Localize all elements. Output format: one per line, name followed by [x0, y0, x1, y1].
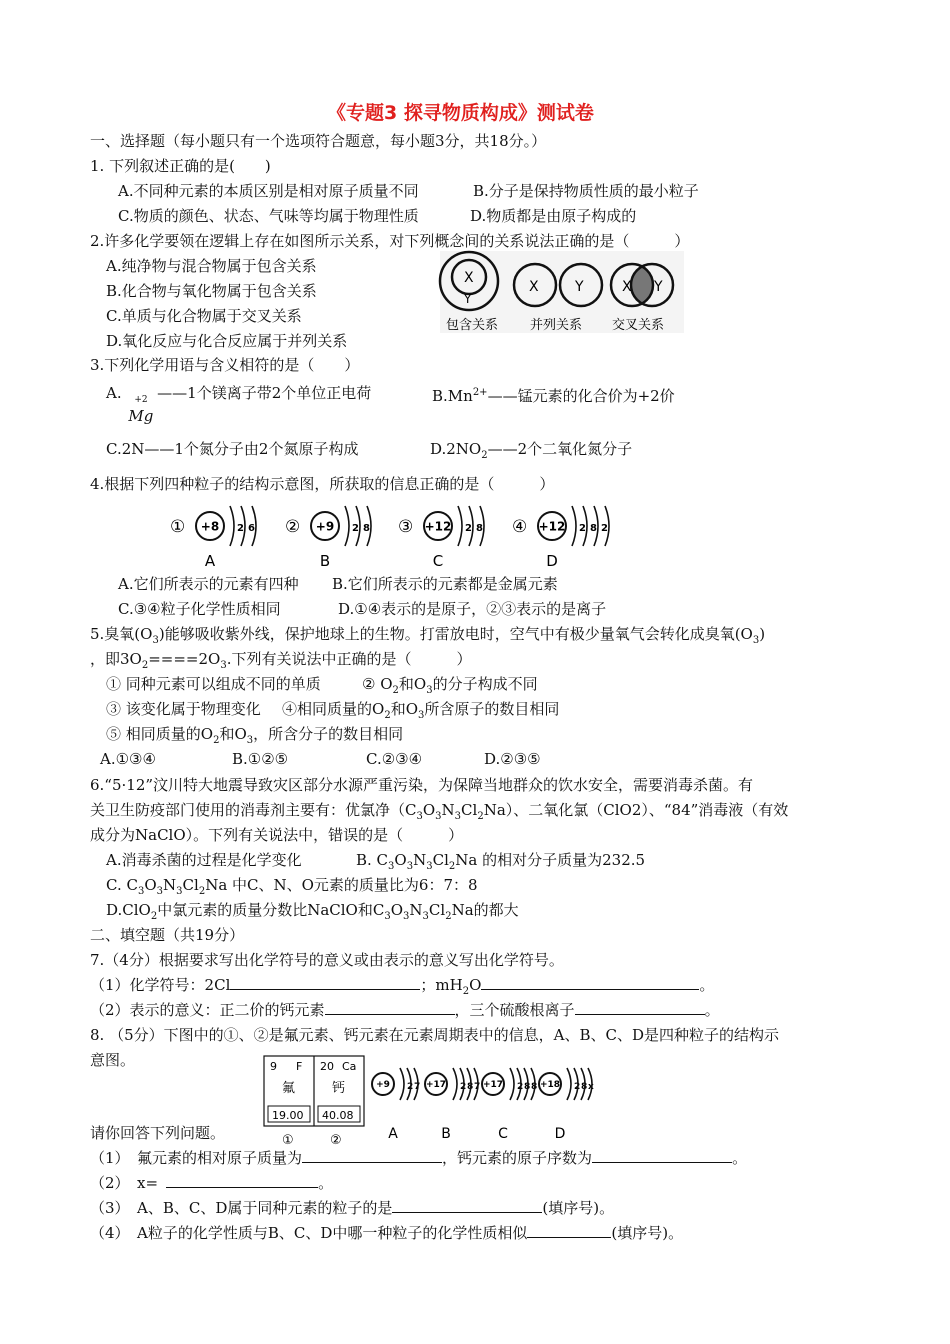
question-3-stem: 3.下列化学用语与含义相符的是（ ）: [90, 356, 360, 374]
subscript: 2: [445, 911, 452, 922]
text: Cl: [432, 851, 449, 869]
label-intersection: 交叉关系: [612, 318, 665, 333]
subscript: 3: [176, 886, 183, 897]
text: O: [390, 901, 404, 919]
question-2-option-b: B.化合物与氧化物属于包含关系: [106, 282, 317, 300]
subscript: 3: [403, 911, 410, 922]
particle-label: D: [554, 1126, 566, 1142]
question-2-option-a: A.纯净物与混合物属于包含关系: [106, 257, 317, 275]
electron-count: 8: [363, 523, 370, 534]
particle-label: A: [388, 1126, 398, 1142]
parallel-x-label: X: [529, 279, 539, 295]
electron-shell-arc: [572, 506, 576, 546]
question-2-stem: 2.许多化学要领在逻辑上存在如图所示关系，对下列概念间的关系说法正确的是（ ）: [90, 232, 690, 250]
question-1-option-c: C.物质的颜色、状态、气味等均属于物理性质: [118, 207, 419, 225]
question-5-option-c: C.②③④: [366, 750, 423, 768]
question-1-stem: 1. 下列叙述正确的是( ): [90, 157, 271, 175]
electron-shell-arc: [458, 506, 462, 546]
text: ⑤ 相同质量的O: [106, 725, 214, 743]
electron-shell-arc: [400, 1068, 404, 1100]
question-4-option-a: A.它们所表示的元素有四种: [118, 575, 299, 593]
text: 所含原子的数目相同: [424, 700, 560, 718]
subscript: 2: [384, 710, 391, 721]
subscript: 3: [418, 710, 425, 721]
text: O: [469, 976, 482, 994]
question-8-part-4: [90, 1223, 683, 1243]
question-8-line-2: 意图。: [90, 1051, 136, 1069]
subscript: 2: [477, 811, 484, 822]
subscript: 3: [752, 635, 760, 646]
text: 。: [704, 1001, 720, 1019]
particle-label: C: [498, 1126, 508, 1142]
electron-count: 7: [474, 1082, 481, 1092]
particle-label: B: [441, 1126, 451, 1142]
particle-structure-diagram: [160, 498, 620, 570]
question-4-option-c: C.③④粒子化学性质相同: [118, 600, 281, 618]
text: (填序号)。: [542, 1199, 615, 1217]
nuclear-charge: +12: [538, 519, 566, 534]
answer-blank[interactable]: [392, 1198, 542, 1213]
electron-count: 2: [465, 523, 472, 534]
question-1-option-d: D.物质都是由原子构成的: [470, 207, 637, 225]
text: （1）化学符号：2Cl: [90, 976, 231, 994]
electron-count: 2: [601, 523, 608, 534]
text: O: [144, 876, 157, 894]
electron-count: 8: [476, 523, 483, 534]
subscript: 3: [156, 886, 164, 897]
question-6-option-d: [106, 900, 519, 927]
inclusion-x-label: X: [464, 270, 474, 286]
option-d-meaning: ——2个二氧化氮分子: [487, 440, 633, 458]
text: ，即3O: [90, 650, 142, 668]
text: 的分子构成不同: [432, 675, 538, 693]
particle-label: D: [546, 552, 558, 570]
question-5-option-a: A.①③④: [100, 750, 156, 768]
text: 和O: [219, 725, 247, 743]
subscript: 3: [137, 886, 145, 897]
question-5-option-d: D.②③⑤: [484, 750, 541, 768]
text: （2） x=: [90, 1174, 159, 1192]
subscript: 2: [213, 735, 220, 746]
electron-shell-arc: [453, 1068, 457, 1100]
text: 5.臭氧(O: [90, 625, 153, 643]
statement-2: [362, 674, 538, 701]
intersect-x-label: X: [622, 279, 632, 295]
text: B. C: [356, 851, 389, 869]
question-4-option-d: D.①④表示的是原子，②③表示的是离子: [338, 600, 607, 618]
text: Na 的相对分子质量为232.5: [455, 851, 646, 869]
electron-count: 2: [237, 523, 244, 534]
text: （1） 氟元素的相对原子质量为: [90, 1149, 303, 1167]
text: )能够吸收紫外线，保护地球上的生物。打雷放电时，空气中有极少量氧气会转化成臭氧(O: [158, 625, 753, 643]
electron-count: 2: [460, 1082, 467, 1092]
text: O: [394, 851, 407, 869]
subscript: 2: [141, 660, 149, 671]
text: N: [409, 901, 423, 919]
calcium-mass: 40.08: [322, 1109, 354, 1122]
text: （4） A粒子的化学性质与B、C、D中哪一种粒子的化学性质相似: [90, 1224, 528, 1242]
question-8-prompt: 请你回答下列问题。: [90, 1124, 226, 1142]
electron-shell-arc: [230, 506, 234, 546]
electron-count: 6: [248, 523, 255, 534]
subscript: 2: [392, 685, 399, 696]
question-7-part-1: [90, 975, 714, 1002]
electron-count: 7: [414, 1082, 421, 1092]
text: .下列有关说法中正确的是（ ）: [226, 650, 472, 668]
particle-label: A: [204, 552, 216, 570]
page-title: 《专题3 探寻物质构成》测试卷: [327, 102, 594, 124]
section-heading-choice: 一、选择题（每小题只有一个选项符合题意，每小题3分，共18分。）: [90, 132, 547, 150]
subscript: 3: [416, 811, 423, 822]
particle-label: C: [432, 552, 444, 570]
question-6-line-1: 6.“5·12”汶川特大地震导致灾区部分水源严重污染，为保障当地群众的饮水安全，需要消毒杀菌。有: [90, 776, 754, 794]
text: ，三个硫酸根离子: [454, 1001, 575, 1019]
text: Na的都大: [451, 901, 519, 919]
text: C. C: [106, 876, 138, 894]
question-5-line-2: [90, 649, 472, 676]
statement-3: ③ 该变化属于物理变化: [106, 700, 261, 718]
question-1-option-a: A.不同种元素的本质区别是相对原子质量不同: [118, 182, 419, 200]
nuclear-charge: +17: [425, 1080, 447, 1091]
statement-4: [282, 699, 559, 726]
electron-count: 2: [407, 1082, 414, 1092]
electron-count: 8: [590, 523, 597, 534]
question-8-part-2: [90, 1173, 333, 1193]
question-4-option-b: B.它们所表示的元素都是金属元素: [332, 575, 558, 593]
answer-blank[interactable]: [592, 1148, 732, 1163]
text: D.ClO: [106, 901, 151, 919]
option-a-prefix: A.: [106, 384, 122, 402]
question-5-line-1: [90, 624, 765, 651]
answer-blank[interactable]: [481, 975, 699, 990]
text: Na）、二氧化氯（ClO2）、“84”消毒液（有效: [483, 801, 789, 819]
subscript: 3: [388, 861, 395, 872]
option-a-meaning: ——1个镁离子带2个单位正电荷: [157, 384, 372, 402]
electron-count: 2: [517, 1082, 524, 1092]
subscript: 3: [246, 735, 254, 746]
calcium-symbol: Ca: [342, 1060, 357, 1073]
intersect-y-label: Y: [654, 279, 663, 295]
question-6-option-c: [106, 875, 478, 902]
calcium-name: 钙: [332, 1081, 346, 1096]
label-inclusion: 包含关系: [446, 318, 499, 333]
question-6-line-3: 成分为NaClO）。下列有关说法中，错误的是（ ）: [90, 826, 464, 844]
nuclear-charge: +17: [482, 1080, 504, 1091]
calcium-number: 20: [320, 1060, 334, 1073]
electron-count: 8: [531, 1082, 538, 1092]
question-6-option-a: A.消毒杀菌的过程是化学变化: [106, 851, 302, 869]
question-3-option-a: [106, 383, 372, 425]
answer-blank[interactable]: [325, 1000, 455, 1015]
text: Cl: [428, 901, 446, 919]
nuclear-charge: +9: [376, 1080, 390, 1091]
subscript: 2: [448, 861, 456, 872]
text: （3） A、B、C、D属于同种元素的粒子的是: [90, 1199, 393, 1217]
question-6-line-2: [90, 800, 788, 827]
text: N: [163, 876, 177, 894]
text: ，钙元素的原子序数为: [442, 1149, 593, 1167]
subscript: 3: [384, 911, 391, 922]
element-and-particle-diagram: [262, 1054, 592, 1148]
question-3-option-b: [432, 383, 675, 406]
question-3-option-c: C.2N——1个氮分子由2个氮原子构成: [106, 440, 359, 458]
question-3-option-d: [430, 439, 632, 466]
label-parallel: 并列关系: [530, 318, 583, 333]
text: 。: [318, 1174, 334, 1192]
text: Cl: [182, 876, 199, 894]
text: 和O: [390, 700, 418, 718]
option-b-symbol: B.Mn: [432, 387, 473, 405]
ion-charge: 2+: [472, 387, 488, 398]
nuclear-charge: +9: [315, 519, 335, 534]
subscript: 3: [152, 635, 159, 646]
particle-number: ④: [512, 517, 528, 537]
fluorine-symbol: F: [296, 1060, 303, 1073]
section-heading-fill: 二、填空题（共19分）: [90, 926, 245, 944]
text: O: [422, 801, 436, 819]
text: ): [759, 625, 766, 643]
answer-blank[interactable]: [302, 1148, 442, 1163]
electron-count: x: [588, 1082, 594, 1092]
electron-count: 8: [467, 1082, 474, 1092]
text: Cl: [461, 801, 478, 819]
subscript: 2: [150, 911, 158, 922]
question-4-stem: 4.根据下列四种粒子的结构示意图，所获取的信息正确的是（ ）: [90, 475, 555, 493]
subscript: 3: [426, 685, 433, 696]
text: ④相同质量的O: [282, 700, 385, 718]
particle-number: ②: [285, 517, 301, 537]
statement-5: [106, 724, 403, 751]
electron-shell-arc: [345, 506, 349, 546]
nuclear-charge: +8: [200, 519, 220, 534]
subscript: 3: [220, 660, 227, 671]
particle-number: ③: [398, 517, 414, 537]
electron-count: 2: [579, 523, 586, 534]
answer-blank[interactable]: [166, 1173, 318, 1188]
text: N: [441, 801, 455, 819]
parallel-y-label: Y: [575, 279, 584, 295]
electron-count: 2: [352, 523, 359, 534]
option-d-formula: D.2NO: [430, 440, 482, 458]
particle-number: ①: [170, 517, 186, 537]
statement-1: ① 同种元素可以组成不同的单质: [106, 675, 321, 693]
electron-shell-arc: [510, 1068, 514, 1100]
subscript: 3: [454, 811, 462, 822]
option-b-meaning: ——锰元素的化合价为+2价: [487, 387, 675, 405]
text: （2）表示的意义：正二价的钙元素: [90, 1001, 325, 1019]
subscript: 2: [198, 886, 206, 897]
text: Na 中C、N、O元素的质量比为6：7：8: [205, 876, 478, 894]
question-8-part-1: [90, 1148, 747, 1168]
answer-blank[interactable]: [230, 975, 420, 990]
text: 。: [699, 976, 715, 994]
cell-label-2: ②: [330, 1133, 342, 1148]
valence-mark: +2: [134, 395, 148, 405]
electron-count: 2: [574, 1082, 581, 1092]
cell-label-1: ①: [282, 1133, 294, 1148]
question-7-part-2: [90, 1000, 720, 1020]
question-8-line-1: 8. （5分）下图中的①、②是氟元素、钙元素在元素周期表中的信息，A、B、C、D是四种粒子的结构示: [90, 1026, 779, 1044]
question-2-option-d: D.氧化反应与化合反应属于并列关系: [106, 332, 348, 350]
particle-label: B: [319, 552, 331, 570]
question-6-option-b: [356, 850, 645, 877]
subscript: 2: [462, 986, 470, 997]
electron-shell-arc: [567, 1068, 571, 1100]
text: 。: [732, 1149, 748, 1167]
set-relation-diagram: [432, 248, 692, 338]
text: 中氯元素的质量分数比NaClO和C: [157, 901, 385, 919]
nuclear-charge: +12: [424, 519, 452, 534]
subscript: 3: [422, 911, 429, 922]
fluorine-mass: 19.00: [272, 1109, 304, 1122]
electron-count: 8: [581, 1082, 588, 1092]
question-7-stem: 7.（4分）根据要求写出化学符号的意义或由表示的意义写出化学符号。: [90, 951, 564, 969]
question-2-option-c: C.单质与化合物属于交叉关系: [106, 307, 302, 325]
question-5-option-b: B.①②⑤: [232, 750, 289, 768]
subscript: 3: [406, 861, 414, 872]
fluorine-name: 氟: [282, 1081, 296, 1096]
text: ====2O: [148, 650, 221, 668]
question-8-part-3: [90, 1198, 614, 1218]
text: ；mH: [420, 976, 463, 994]
nuclear-charge: +18: [539, 1080, 561, 1091]
question-1-option-b: B.分子是保持物质性质的最小粒子: [473, 182, 699, 200]
answer-blank[interactable]: [527, 1223, 611, 1238]
answer-blank[interactable]: [575, 1000, 705, 1015]
text: (填序号)。: [611, 1224, 684, 1242]
mg-symbol: Mg: [128, 407, 154, 425]
inclusion-y-label: Y: [464, 292, 472, 306]
subscript: 2: [481, 450, 488, 461]
subscript: 3: [435, 811, 442, 822]
text: N: [413, 851, 427, 869]
text: ，所含分子的数目相同: [253, 725, 404, 743]
text: 关卫生防疫部门使用的消毒剂主要有：优氯净（C: [90, 801, 417, 819]
text: ② O: [362, 675, 393, 693]
fluorine-number: 9: [270, 1060, 277, 1073]
subscript: 3: [426, 861, 433, 872]
text: 和O: [398, 675, 427, 693]
electron-count: 8: [524, 1082, 531, 1092]
